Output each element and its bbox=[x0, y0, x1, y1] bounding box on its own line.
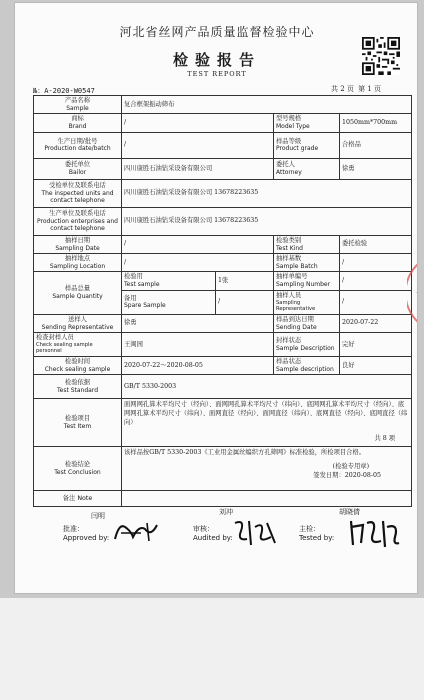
auditor-signature bbox=[231, 517, 279, 547]
seal-desc-label: 封样状态 Sample Description bbox=[274, 333, 340, 357]
test-kind-value: 委托检验 bbox=[340, 235, 412, 253]
sending-date-value: 2020-07-22 bbox=[340, 314, 412, 332]
table-row bbox=[34, 491, 412, 507]
sampling-number-value: / bbox=[340, 272, 412, 290]
tester-name: 胡晓倩 bbox=[339, 508, 360, 516]
sampling-rep-label: 抽样人员 Sampling Representative bbox=[274, 290, 340, 314]
production-date-value: / bbox=[122, 132, 274, 158]
note-label: 备注 Note bbox=[34, 491, 122, 507]
organization-name: 河北省丝网产品质量监督检验中心 bbox=[119, 25, 315, 39]
sampling-location-value: / bbox=[122, 254, 274, 272]
issue-date-label: 签发日期： bbox=[313, 472, 345, 480]
brand-value: / bbox=[122, 114, 274, 132]
inspected-unit-value: 四川康胜石油钻采设备有限公司 13678223635 bbox=[122, 179, 412, 207]
checker-label: 检查封样人员 Check sealing sample personnel bbox=[34, 333, 122, 357]
tester-signature bbox=[347, 517, 403, 549]
background-area bbox=[0, 598, 424, 700]
report-table bbox=[33, 95, 412, 507]
sampling-number-label: 抽样单编号 Sampling Number bbox=[274, 272, 340, 290]
grade-label: 样品等级 Product grade bbox=[274, 132, 340, 158]
issue-date-value: 2020-08-05 bbox=[344, 472, 382, 480]
conclusion-seal: (检验专用章) bbox=[332, 462, 370, 470]
sending-rep-label: 送样人 Sending Representative bbox=[34, 314, 122, 332]
audited-label: 审核： Audited by: bbox=[193, 525, 233, 543]
sampling-date-label: 抽样日期 Sampling Date bbox=[34, 235, 122, 253]
production-enterprise-label: 生产单位及联系电话 Production enterprises and contact telephone bbox=[34, 207, 122, 235]
report-page bbox=[14, 2, 418, 594]
table-row bbox=[34, 314, 412, 332]
model-label: 型号规格 Model Type bbox=[274, 114, 340, 132]
grade-value: 合格品 bbox=[340, 132, 412, 158]
sample-value: 复合框架振动筛布 bbox=[122, 96, 412, 114]
test-sample-value: 1张 bbox=[216, 272, 274, 290]
test-item-count: 共 8 项 bbox=[374, 434, 396, 442]
check-time-label: 检验时间 Check sealing sample bbox=[34, 356, 122, 374]
sample-label: 产品名称 Sample bbox=[34, 96, 122, 114]
test-item-value: 面网网孔算术平均尺寸（经向）、面网网孔算术平均尺寸（纬向）、底网网孔算术平均尺寸（经向）、底网网孔算术平均尺寸（纬向）、面网直径（经向）、面网直径（纬向）、底网直径（经向）、底网直径（纬向） bbox=[124, 401, 408, 427]
page-indicator bbox=[329, 84, 381, 94]
table-row bbox=[34, 447, 412, 491]
spare-sample-value: / bbox=[216, 290, 274, 314]
test-standard-value: GB/T 5330-2003 bbox=[122, 375, 412, 399]
auditor-name: 刘冲 bbox=[219, 508, 233, 516]
sending-rep-value: 徐勇 bbox=[122, 314, 274, 332]
production-enterprise-value: 四川康胜石油钻采设备有限公司 13678223635 bbox=[122, 207, 412, 235]
table-row bbox=[34, 179, 412, 207]
report-title: 检验报告 bbox=[172, 51, 261, 69]
test-item-label: 检验项目 Test Item bbox=[34, 399, 122, 447]
table-row bbox=[34, 96, 412, 114]
test-sample-label: 检验用 Test sample bbox=[122, 272, 216, 290]
spare-sample-label: 备用 Spare Sample bbox=[122, 290, 216, 314]
tested-label: 主检： Tested by: bbox=[299, 525, 335, 543]
table-row bbox=[34, 375, 412, 399]
table-row bbox=[34, 235, 412, 253]
sample-desc-label: 样品状态 Sample description bbox=[274, 356, 340, 374]
attorney-value: 徐勇 bbox=[340, 158, 412, 179]
check-time-value: 2020-07-22～2020-08-05 bbox=[122, 356, 274, 374]
table-row bbox=[34, 272, 412, 290]
sample-desc-value: 良好 bbox=[340, 356, 412, 374]
table-row bbox=[34, 207, 412, 235]
sampling-rep-value: / bbox=[340, 290, 412, 314]
issue-date-line bbox=[124, 471, 409, 480]
page-total: 共 2 页 bbox=[331, 85, 354, 93]
seal-desc-value: 完好 bbox=[340, 333, 412, 357]
note-value bbox=[122, 491, 412, 507]
inspected-unit-label: 受检单位及联系电话 The inspected units and contact telephone bbox=[34, 179, 122, 207]
checker-value: 王闽园 bbox=[122, 333, 274, 357]
conclusion-label: 检验结论 Test Conclusion bbox=[34, 447, 122, 491]
test-kind-label: 检验类别 Test Kind bbox=[274, 235, 340, 253]
approver-signature bbox=[111, 519, 163, 545]
table-row bbox=[34, 333, 412, 357]
test-standard-label: 检验依据 Test Standard bbox=[34, 375, 122, 399]
production-date-label: 生产日期/批号 Production date/batch bbox=[34, 132, 122, 158]
brand-label: 商标 Brand bbox=[34, 114, 122, 132]
sampling-date-value: / bbox=[122, 235, 274, 253]
table-row bbox=[34, 399, 412, 447]
sampling-location-label: 抽样地点 Sampling Location bbox=[34, 254, 122, 272]
model-value: 1050mm*700mm bbox=[340, 114, 412, 132]
sample-batch-label: 抽样基数 Sample Batch bbox=[274, 254, 340, 272]
attorney-label: 委托人 Attorney bbox=[274, 158, 340, 179]
sending-date-label: 样品到达日期 Sending Date bbox=[274, 314, 340, 332]
test-item-cell bbox=[122, 399, 412, 447]
page-current: 第 1 页 bbox=[358, 85, 382, 93]
bailor-value: 四川康胜石油钻采设备有限公司 bbox=[122, 158, 274, 179]
bailor-label: 委托单位 Bailor bbox=[34, 158, 122, 179]
sample-batch-value: / bbox=[340, 254, 412, 272]
table-row bbox=[34, 254, 412, 272]
stamp-seal-edge bbox=[407, 253, 418, 333]
conclusion-value: 该样品按GB/T 5330-2003《工业用金属丝编织方孔筛网》标准检验，所检项目合格。 bbox=[124, 449, 366, 457]
conclusion-cell bbox=[122, 447, 412, 491]
sample-quantity-label: 样品总量 Sample Quantity bbox=[34, 272, 122, 314]
table-row bbox=[34, 158, 412, 179]
signature-block bbox=[33, 508, 411, 553]
approver-name: 闫明 bbox=[91, 512, 105, 520]
report-subtitle: TEST REPORT bbox=[187, 70, 247, 78]
table-row bbox=[34, 132, 412, 158]
report-number: №：A-2020-W0547 bbox=[33, 87, 95, 95]
table-row bbox=[34, 356, 412, 374]
table-row bbox=[34, 114, 412, 132]
qr-code-icon bbox=[362, 37, 400, 75]
approved-label: 批准： Approved by: bbox=[63, 525, 110, 543]
